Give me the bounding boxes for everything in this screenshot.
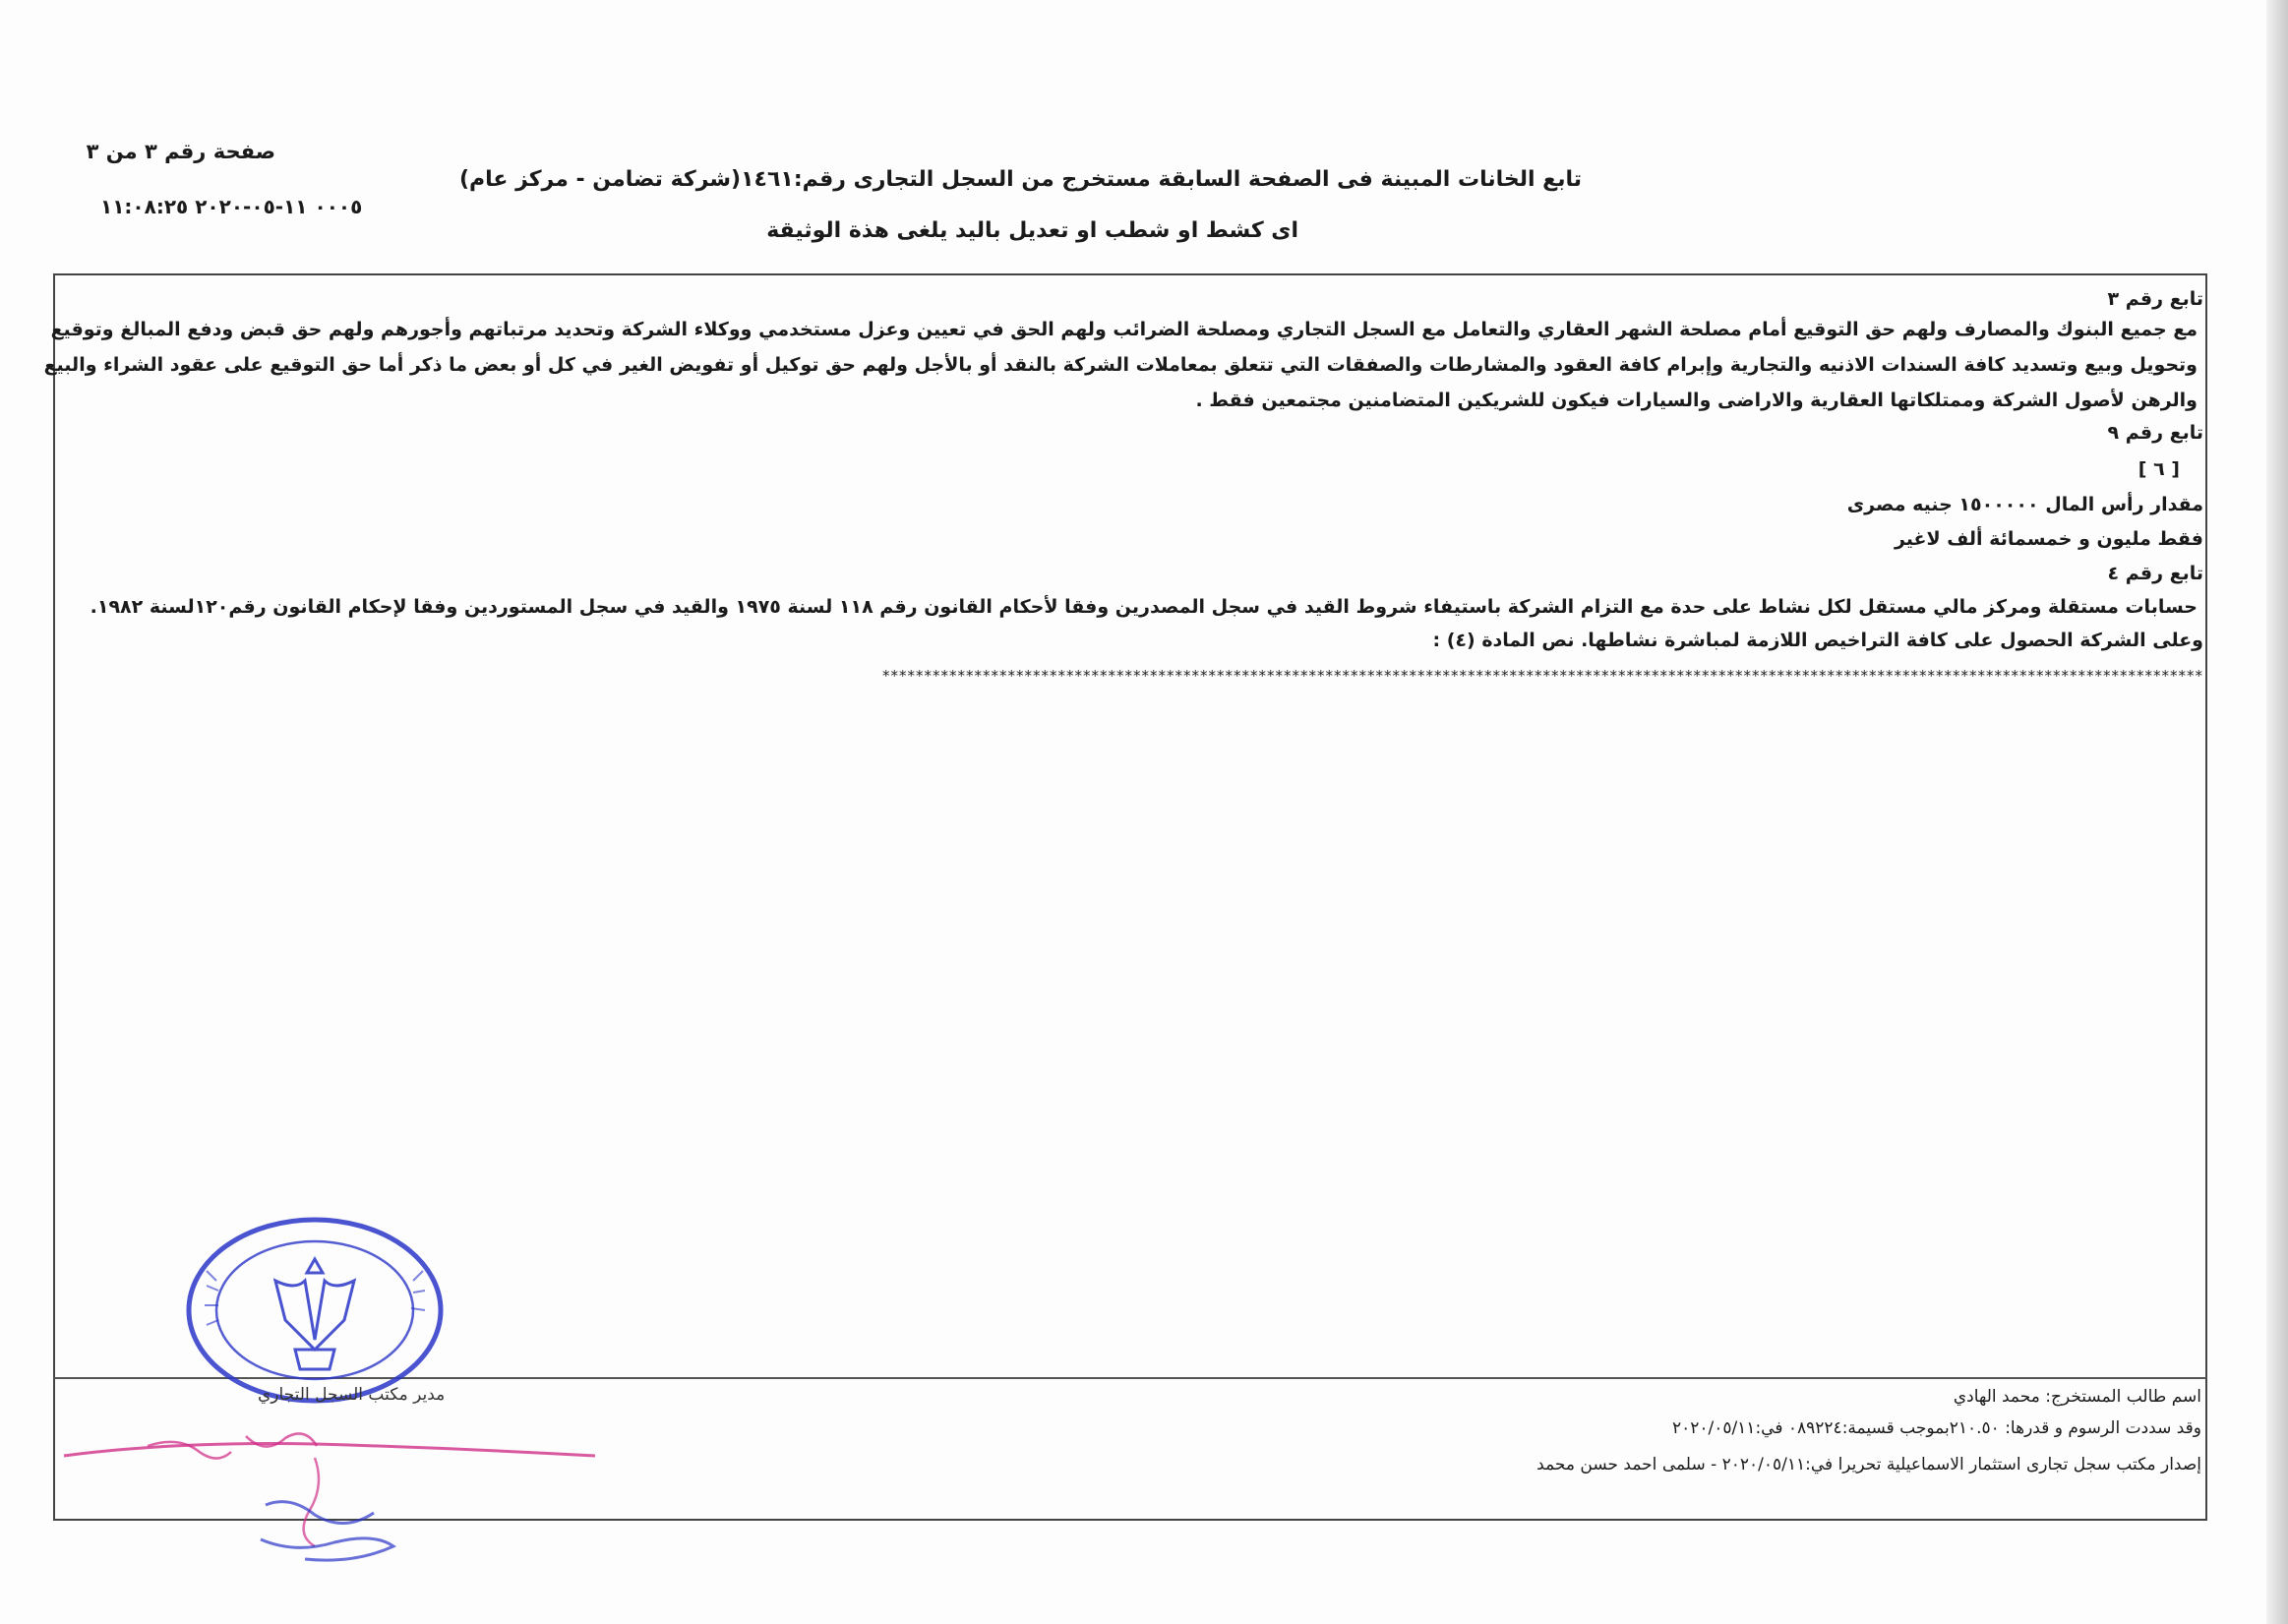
official-stamp bbox=[177, 1212, 452, 1409]
eagle-emblem-icon bbox=[275, 1259, 354, 1369]
applicant-name: اسم طالب المستخرج: محمد الهادي bbox=[1953, 1387, 2201, 1407]
body-line: تابع رقم ٩ bbox=[2107, 422, 2203, 444]
warning-notice: اى كشط او شطب او تعديل باليد يلغى هذة الوثيقة bbox=[766, 218, 1298, 243]
issuing-office: إصدار مكتب سجل تجارى استثمار الاسماعيلية تحريرا في:٢٠٢٠/٠٥/١١ - سلمى احمد حسن محمد bbox=[1536, 1455, 2201, 1474]
scan-edge bbox=[2266, 0, 2288, 1624]
body-line: تابع رقم ٤ bbox=[2107, 563, 2203, 584]
page-number: صفحة رقم ٣ من ٣ bbox=[86, 140, 275, 163]
body-line: تابع رقم ٣ bbox=[2107, 288, 2203, 310]
body-line: مع جميع البنوك والمصارف ولهم حق التوقيع أمام مصلحة الشهر العقاري والتعامل مع السجل التجاري ومصلحة الضرائب ولهم الحق في تعيين وعزل مستخدمي ووكلاء الشركة وتحديد مرتباتهم وأجورهم ولهم حق قبض ودفع المبالغ وتوقيع bbox=[50, 319, 2198, 340]
serial-timestamp: ٠٠٠٥ ١١-٠٥-٢٠٢٠ ١١:٠٨:٢٥ bbox=[100, 195, 363, 218]
body-line: مقدار رأس المال ١٥٠٠٠٠٠ جنيه مصرى bbox=[1846, 494, 2203, 515]
body-line: وعلى الشركة الحصول على كافة التراخيص اللازمة لمباشرة نشاطها. نص المادة (٤) : bbox=[1432, 630, 2203, 651]
body-line: والرهن لأصول الشركة وممتلكاتها العقارية والاراضى والسيارات فيكون للشريكين المتضامنين مجتمعين فقط . bbox=[1195, 390, 2198, 411]
signature-title: مدير مكتب السجل التجاري bbox=[258, 1385, 446, 1405]
body-line: حسابات مستقلة ومركز مالي مستقل لكل نشاط على حدة مع التزام الشركة باستيفاء شروط القيد في سجل المصدرين وفقا لأحكام القانون رقم ١١٨ لسنة ١٩٧٥ والقيد في سجل المستوردين وفقا لإحكام القانون رقم١٢٠لسنة ١٩٨٢. bbox=[90, 596, 2198, 618]
signature-mark bbox=[59, 1416, 610, 1574]
fees-paid: وقد سددت الرسوم و قدرها: ٢١٠.٥٠بموجب قسيمة:٠٨٩٢٢٤ في:٢٠٢٠/٠٥/١١ bbox=[1671, 1418, 2201, 1438]
separator-stars: ************************************************************************************************************************************************************** bbox=[882, 667, 2203, 685]
page-title: تابع الخانات المبينة فى الصفحة السابقة مستخرج من السجل التجارى رقم:١٤٦١(شركة تضامن - مركز عام) bbox=[458, 167, 1582, 192]
body-line: [ ٦ ] bbox=[2137, 458, 2180, 480]
body-line: فقط مليون و خمسمائة ألف لاغير bbox=[1894, 528, 2203, 550]
body-line: وتحويل وبيع وتسديد كافة السندات الاذنيه والتجارية وإبرام كافة العقود والمشارطات والصفقات التي تتعلق بمعاملات الشركة بالنقد أو بالأجل ولهم حق توكيل أو تفويض الغير في كل أو بعض ما ذكر أما حق التوقيع على عقود الشراء والبيع bbox=[43, 354, 2198, 376]
